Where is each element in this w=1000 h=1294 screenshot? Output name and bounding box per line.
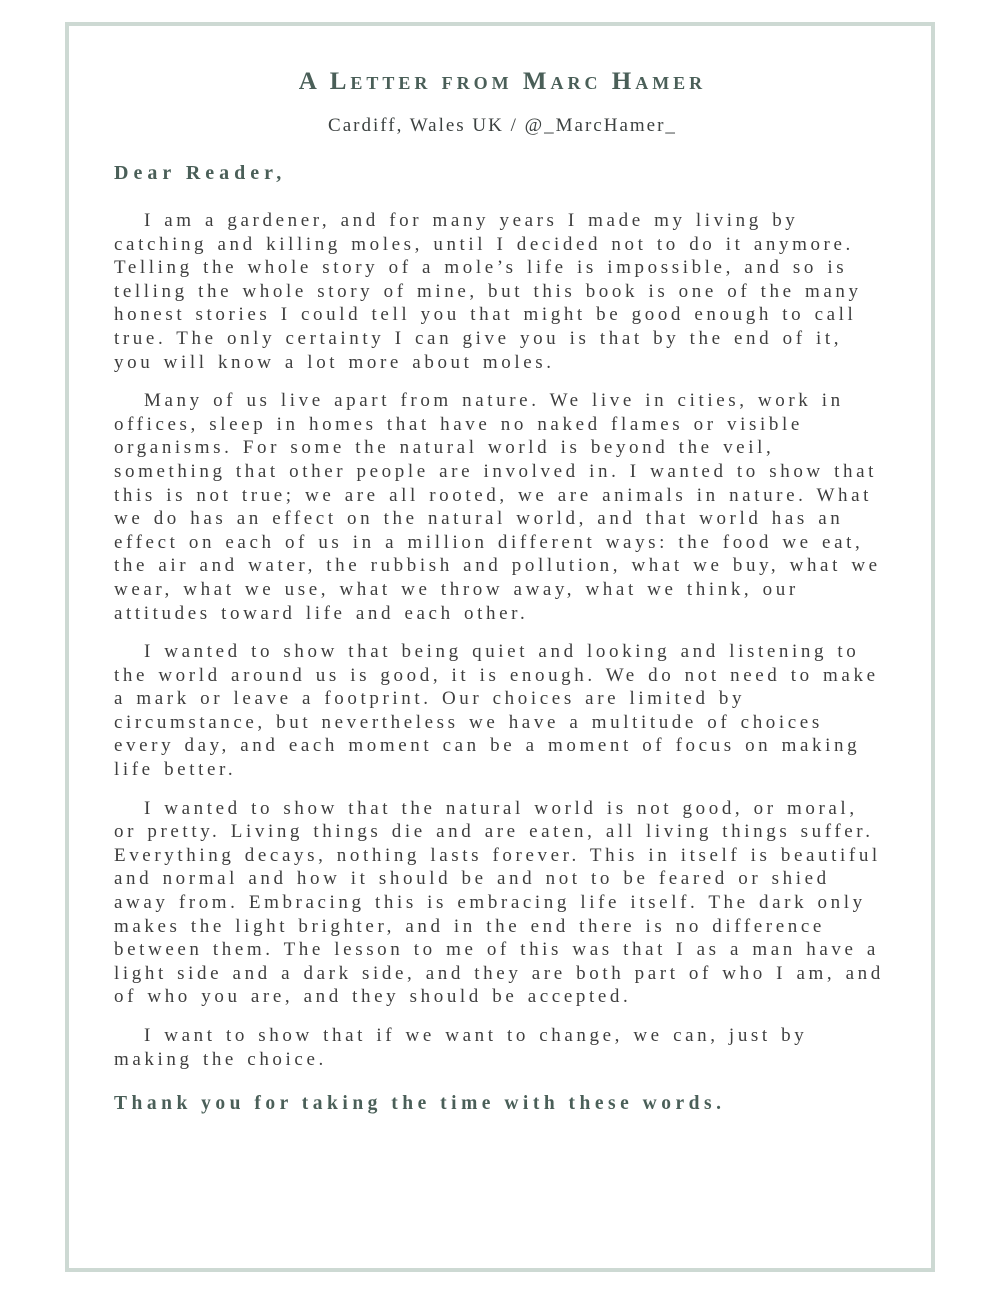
salutation: Dear Reader, [114,162,287,184]
letter-subtitle: Cardiff, Wales UK / @_MarcHamer_ [328,115,677,136]
letter-frame [65,22,935,1272]
closing-line: Thank you for taking the time with these words. [114,1093,726,1115]
paragraph-2: Many of us live apart from nature. We live in cities, work in offices, sleep in homes that have no naked flames or visible organisms. For some the natural world is beyond the veil, something that other people are involved in. I wanted to show that this is not true; we are all rooted, we are animals in nature. What we do has an effect on the natural world, and that world has an effect on each of us in a million different ways: the food we eat, the air and water, the rubbish and pollution, what we buy, what we wear, what we use, what we throw away, what we think, our attitudes toward life and each other. [114,390,881,624]
paragraph-3: I wanted to show that being quiet and looking and listening to the world around us is good, it is enough. We do not need to make a mark or leave a footprint. Our choices are limited by circumstance, but nevertheless we have a multitude of choices every day, and each moment can be a moment of focus on making life better. [114,641,879,781]
letter-title: A Letter from Marc Hamer [298,68,707,95]
paragraph-4: I wanted to show that the natural world is not good, or moral, or pretty. Living things die and are eaten, all living things suffer. Everything decays, nothing lasts forever. This in itself is beautiful and normal and how it should be and not to be feared or shied away from. Embracing this is embracing life itself. The dark only makes the light brighter, and in the end there is no difference between them. The lesson to me of this was that I as a man have a light side and a dark side, and they are both part of who I am, and of who you are, and they should be accepted. [114,797,884,1008]
paragraph-5: I want to show that if we want to change, we can, just by making the choice. [114,1025,808,1070]
paragraph-1: I am a gardener, and for many years I made my living by catching and killing moles, until I decided not to do it anymore. Telling the whole story of a mole’s life is impossible, and so is telling the whole story of mine, but this book is one of the many honest stories I could tell you that might be good enough to call true. The only certainty I can give you is that by the end of it, you will know a lot more about moles. [114,210,862,373]
letter-body [114,209,891,1071]
